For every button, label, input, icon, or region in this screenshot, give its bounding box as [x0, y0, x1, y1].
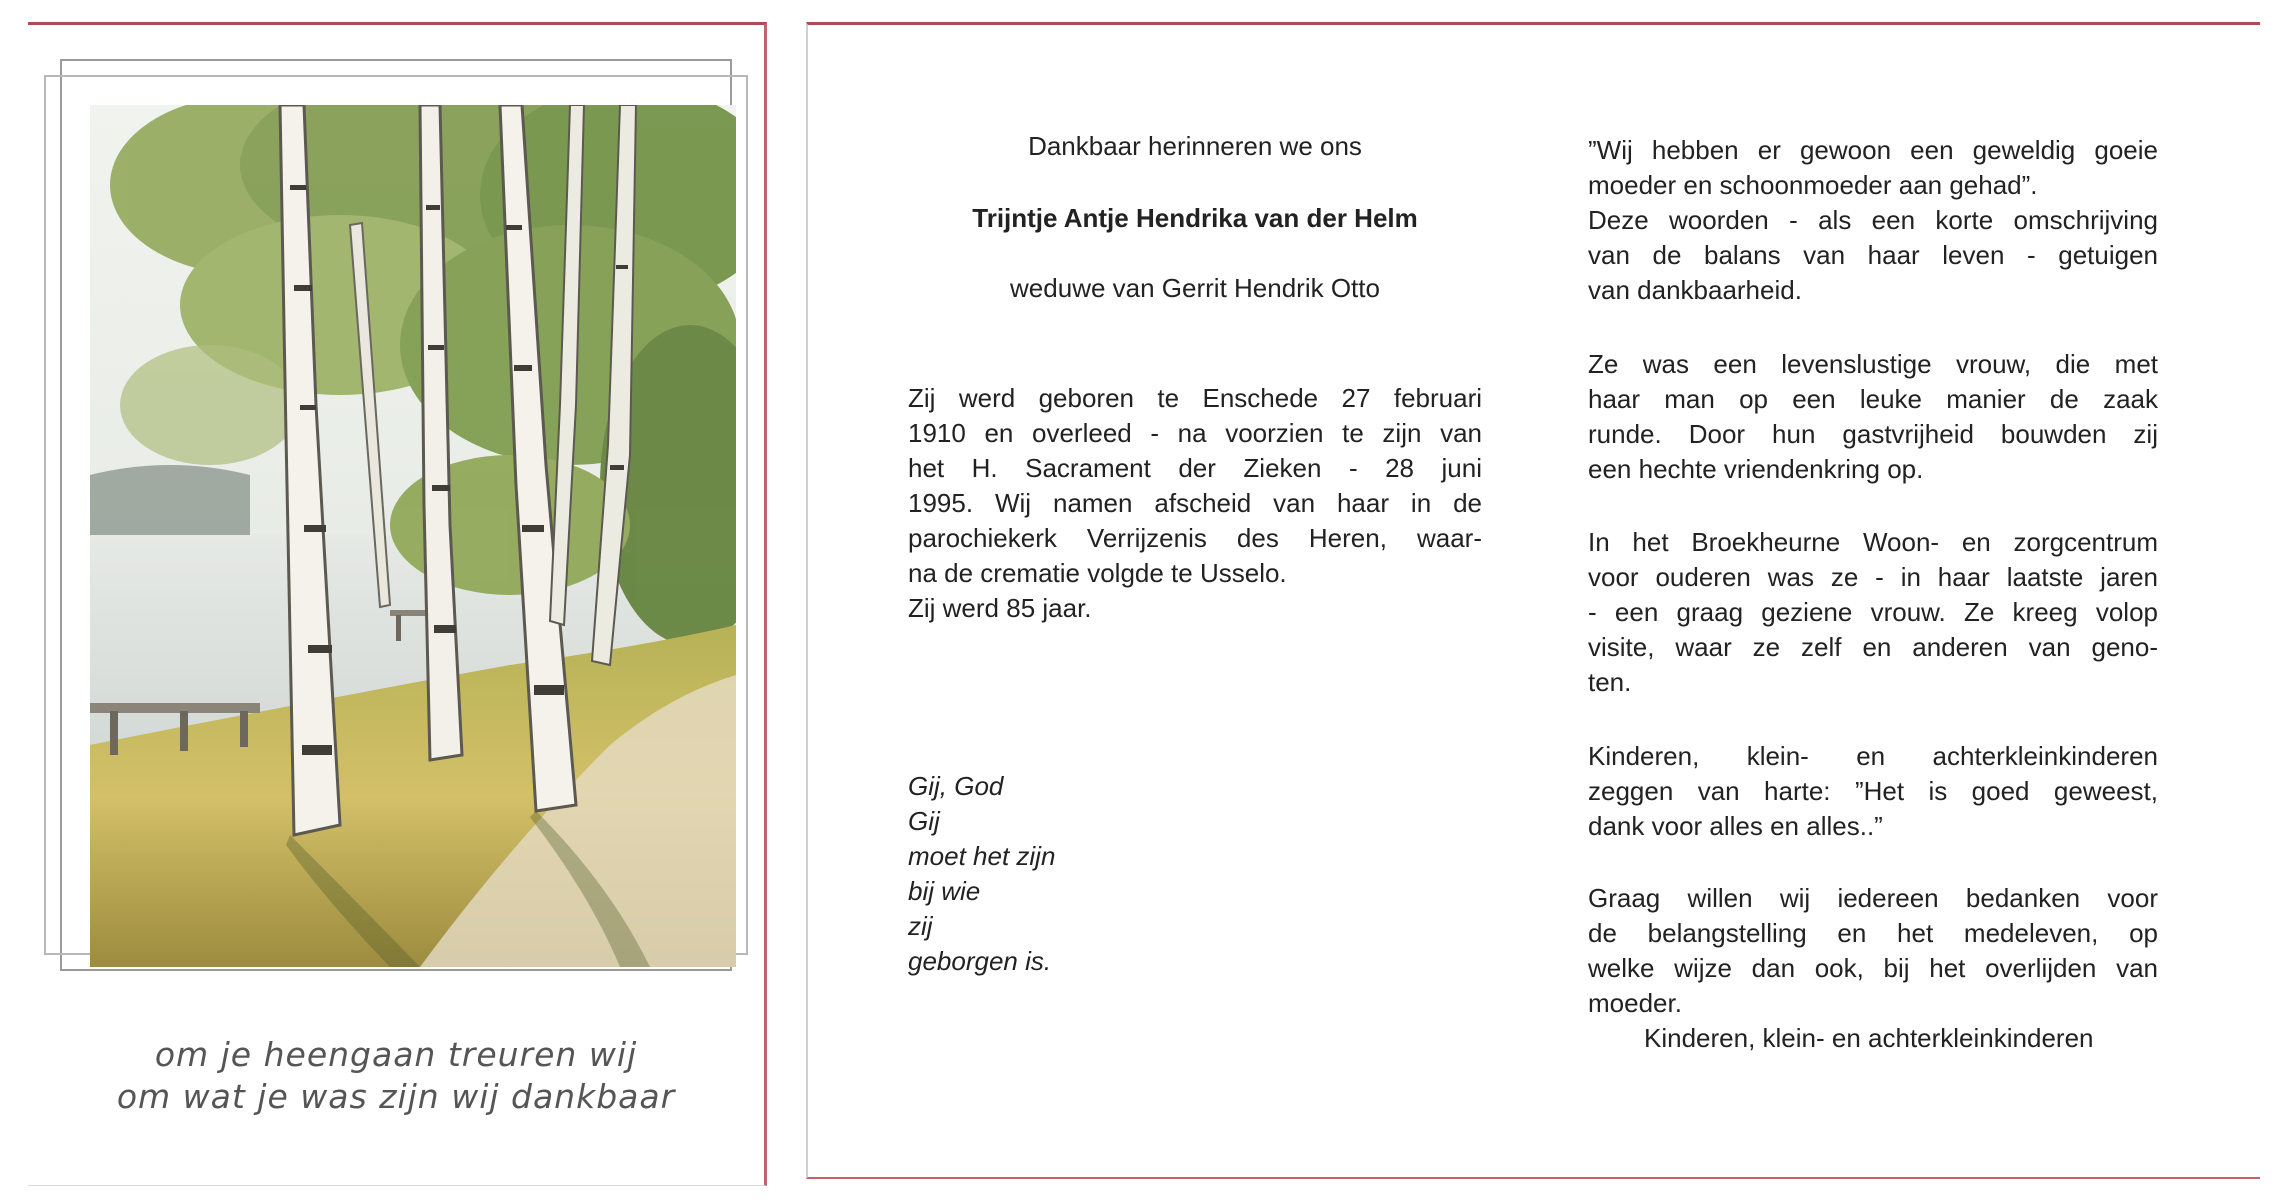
motto-line-2: om wat je was zijn wij dankbaar — [116, 1077, 676, 1116]
motto-line-1: om je heengaan treuren wij — [154, 1035, 638, 1074]
para-line: moeder. — [1588, 988, 1682, 1018]
card-inside — [806, 22, 2260, 1179]
bio-line: Zij werd geboren te Enschede 27 februari — [908, 383, 1482, 413]
birch-lake-photo — [90, 105, 736, 967]
poem-line: geborgen is. — [908, 946, 1052, 976]
poem — [908, 769, 1308, 979]
para-line: runde. Door hun gastvrijheid bouwden zij — [1588, 419, 2158, 449]
para-line: van dankbaarheid. — [1588, 275, 1802, 305]
paragraph-3 — [1588, 525, 2158, 700]
para-line: zeggen van harte: ”Het is goed geweest, — [1588, 776, 2158, 806]
para-line: ten. — [1588, 667, 1632, 697]
card-front — [28, 22, 767, 1186]
widow-text: weduwe van Gerrit Hendrik Otto — [1010, 273, 1380, 303]
para-line: Ze was een levenslustige vrouw, die met — [1588, 349, 2158, 379]
deceased-name: Trijntje Antje Hendrika van der Helm — [972, 203, 1418, 233]
signature: Kinderen, klein- en achterkleinkinderen — [1644, 1023, 2094, 1053]
poem-line: zij — [908, 911, 933, 941]
para-line: - een graag geziene vrouw. Ze kreeg volop — [1588, 597, 2158, 627]
bio-line: Zij werd 85 jaar. — [908, 593, 1092, 623]
bio-line: na de crematie volgde te Usselo. — [908, 558, 1287, 588]
para-line: een hechte vriendenkring op. — [1588, 454, 1924, 484]
para-line: dank voor alles en alles..” — [1588, 811, 1883, 841]
para-line: voor ouderen was ze - in haar laatste jaren — [1588, 562, 2158, 592]
para-line: welke wijze dan ook, bij het overlijden van — [1588, 953, 2158, 983]
para-line: Deze woorden - als een korte omschrijving — [1588, 205, 2158, 235]
paragraph-2 — [1588, 347, 2158, 487]
bio-line: het H. Sacrament der Zieken - 28 juni — [908, 453, 1482, 483]
poem-line: moet het zijn — [908, 841, 1056, 871]
para-line: Kinderen, klein- en achterkleinkinderen — [1588, 741, 2158, 771]
para-line: de belangstelling en het medeleven, op — [1588, 918, 2158, 948]
intro-text: Dankbaar herinneren we ons — [1028, 131, 1362, 161]
paragraph-1 — [1588, 133, 2158, 308]
bio-line: 1910 en overleed - na voorzien te zijn van — [908, 418, 1482, 448]
bio-line: 1995. Wij namen afscheid van haar in de — [908, 488, 1482, 518]
para-line: ”Wij hebben er gewoon een geweldig goeie — [1588, 135, 2158, 165]
para-line: Graag willen wij iedereen bedanken voor — [1588, 883, 2158, 913]
para-line: visite, waar ze zelf en anderen van geno- — [1588, 632, 2158, 662]
poem-line: Gij — [908, 806, 940, 836]
para-line: In het Broekheurne Woon- en zorgcentrum — [1588, 527, 2158, 557]
para-line: moeder en schoonmoeder aan gehad”. — [1588, 170, 2038, 200]
poem-line: bij wie — [908, 876, 981, 906]
para-line: van de balans van haar leven - getuigen — [1588, 240, 2158, 270]
bio-line: parochiekerk Verrijzenis des Heren, waar- — [908, 523, 1482, 553]
biography — [908, 381, 1482, 626]
paragraph-5 — [1588, 881, 2158, 1021]
poem-line: Gij, God — [908, 771, 1004, 801]
para-line: haar man op een leuke manier de zaak — [1588, 384, 2158, 414]
paragraph-4 — [1588, 739, 2158, 844]
